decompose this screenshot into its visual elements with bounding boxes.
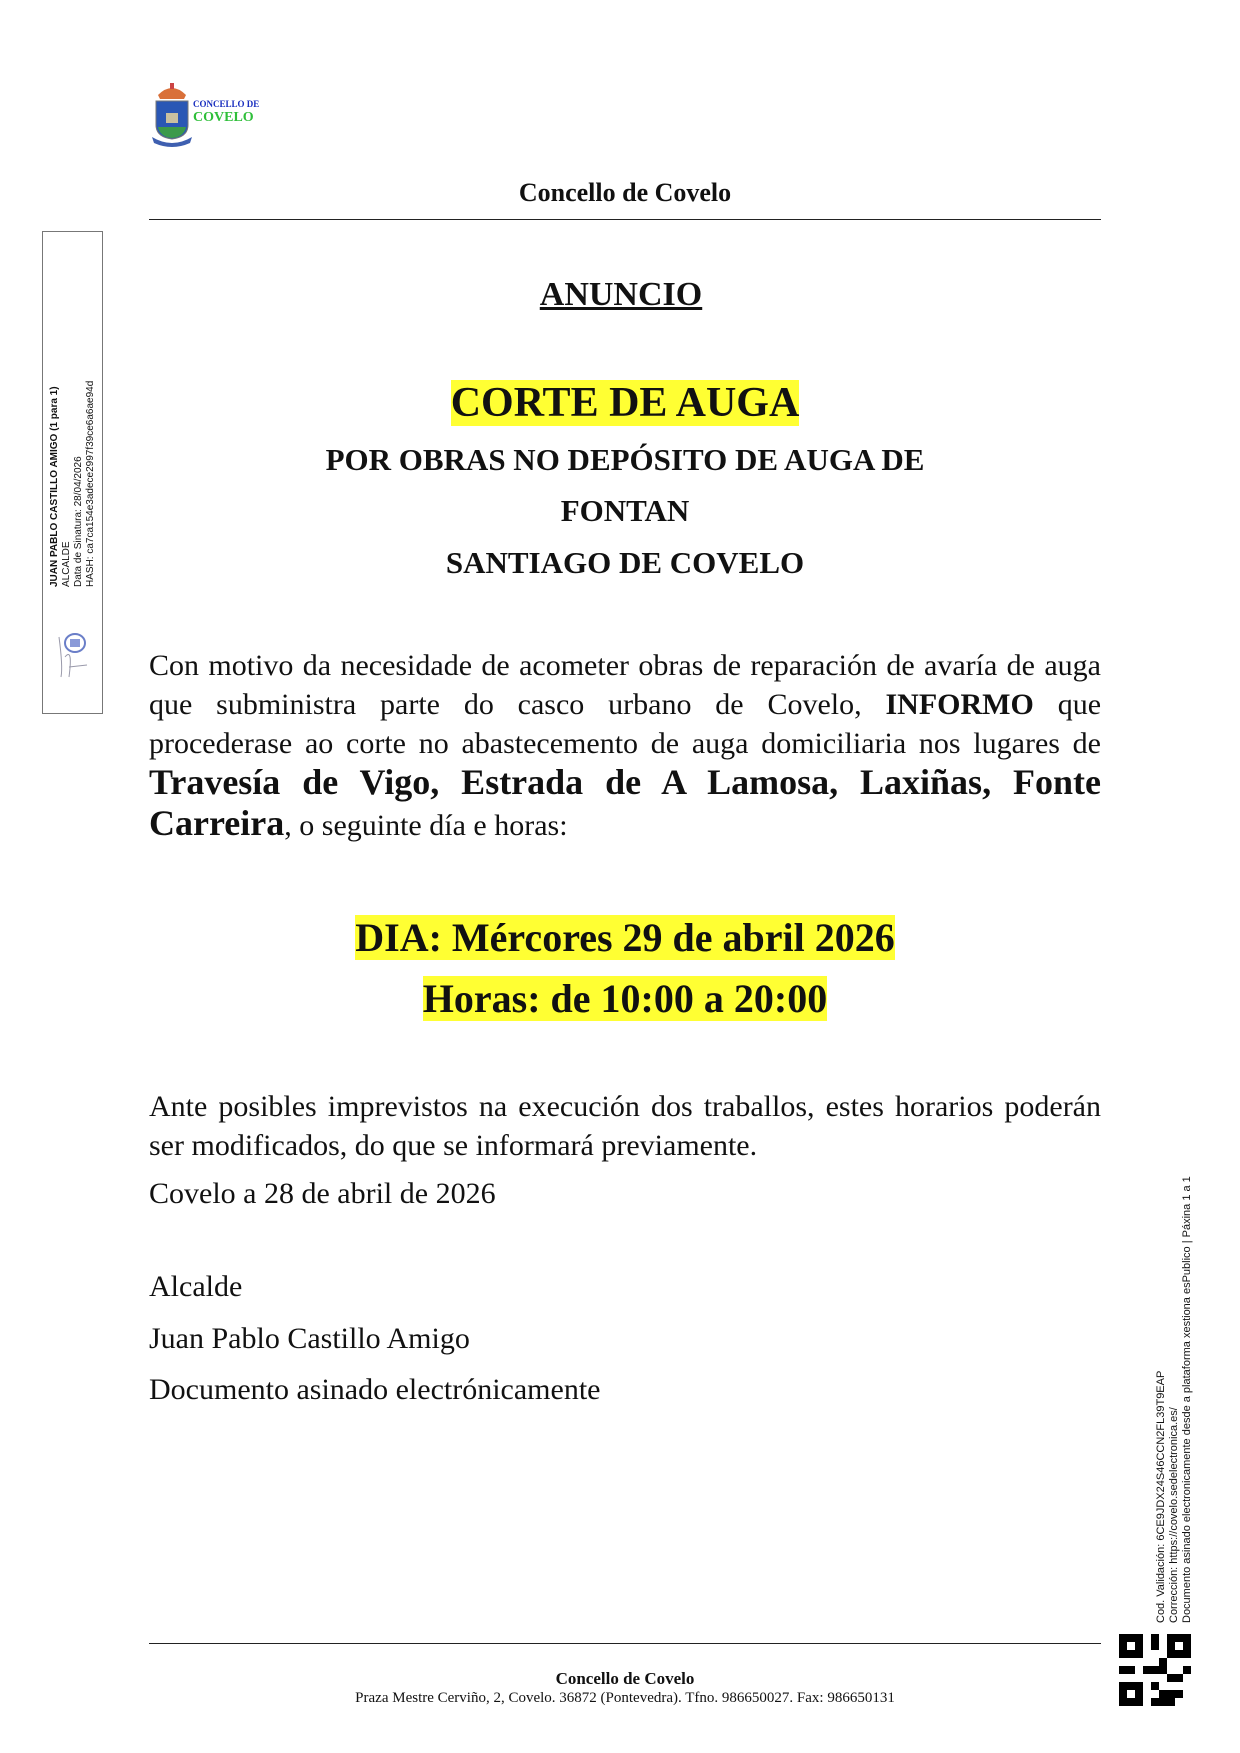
- logo-text-line2: COVELO: [193, 110, 254, 125]
- p1-places: Travesía de Vigo, Estrada de A Lamosa, Laxiñas, Fonte Carreira: [149, 762, 1101, 843]
- validation-code: Cod. Validación: 6CE9JDX24S46CCN2FL39T9EAP: [1155, 1370, 1167, 1623]
- date-line: Covelo a 28 de abril de 2026: [149, 1177, 496, 1210]
- signature-hash: HASH: ca7ca154e3adece2997f39ce6a6ae94d: [85, 380, 96, 587]
- p1-text-c: , o seguinte día e horas:: [284, 809, 568, 842]
- footer-divider: [149, 1643, 1101, 1644]
- p1-informo: INFORMO: [885, 688, 1034, 721]
- p1-text-a: Con motivo da necesidade de acometer obras de reparación de avaría de auga que subministra parte do casco urbano de Covelo,: [149, 649, 1101, 721]
- signature-date: Data de Sinatura: 28/04/2026: [73, 456, 84, 587]
- validation-note: Documento asinado electronicamente desde a plataforma xestiona esPublico | Páxina 1 a 1: [1181, 1176, 1193, 1623]
- signatory-name: Juan Pablo Castillo Amigo: [149, 1322, 470, 1355]
- outage-day-text: DIA: Mércores 29 de abril 2026: [355, 915, 895, 960]
- body-paragraph: [149, 646, 1101, 845]
- p1-text-b: que procederase ao corte no abastecemento de auga domiciliaria nos lugares de: [149, 688, 1102, 760]
- outage-day: [149, 914, 1101, 961]
- signature-box: [42, 231, 103, 714]
- qr-code-icon: [1119, 1634, 1191, 1706]
- announcement-heading: [149, 276, 1101, 314]
- footer-title: Concello de Covelo: [555, 1669, 695, 1688]
- coat-of-arms-icon: [150, 81, 194, 147]
- signatory-role: Alcalde: [149, 1270, 243, 1303]
- municipal-logo: [150, 81, 262, 147]
- header-divider: [149, 219, 1101, 220]
- corte-de-auga-text: CORTE DE AUGA: [450, 380, 800, 426]
- footer-address: Praza Mestre Cerviño, 2, Covelo. 36872 (Pontevedra). Tfno. 986650027. Fax: 986650131: [355, 1690, 895, 1706]
- announcement-title: [149, 379, 1101, 427]
- subtitle-line-2: FONTAN: [560, 493, 690, 528]
- signature-seal-icon: [53, 627, 93, 683]
- logo-text-line1: CONCELLO DE: [193, 99, 260, 109]
- outage-hours: [149, 975, 1101, 1022]
- signature-note: Documento asinado electrónicamente: [149, 1373, 601, 1406]
- header-title: Concello de Covelo: [518, 178, 732, 207]
- signature-role: ALCALDE: [61, 541, 72, 587]
- subtitle-line-1: POR OBRAS NO DEPÓSITO DE AUGA DE: [325, 442, 925, 477]
- signature-name: JUAN PABLO CASTILLO AMIGO (1 para 1): [49, 386, 60, 587]
- anuncio-text: ANUNCIO: [539, 276, 703, 313]
- outage-hours-text: Horas: de 10:00 a 20:00: [422, 976, 828, 1021]
- validation-url: Corrección: https://covelo.sedelectronica.es/: [1168, 1407, 1180, 1623]
- subtitle-line-3: SANTIAGO DE COVELO: [445, 545, 805, 580]
- notice-paragraph: Ante posibles imprevistos na execución dos traballos, estes horarios poderán ser modificados, do que se informará previamente.: [149, 1090, 1101, 1162]
